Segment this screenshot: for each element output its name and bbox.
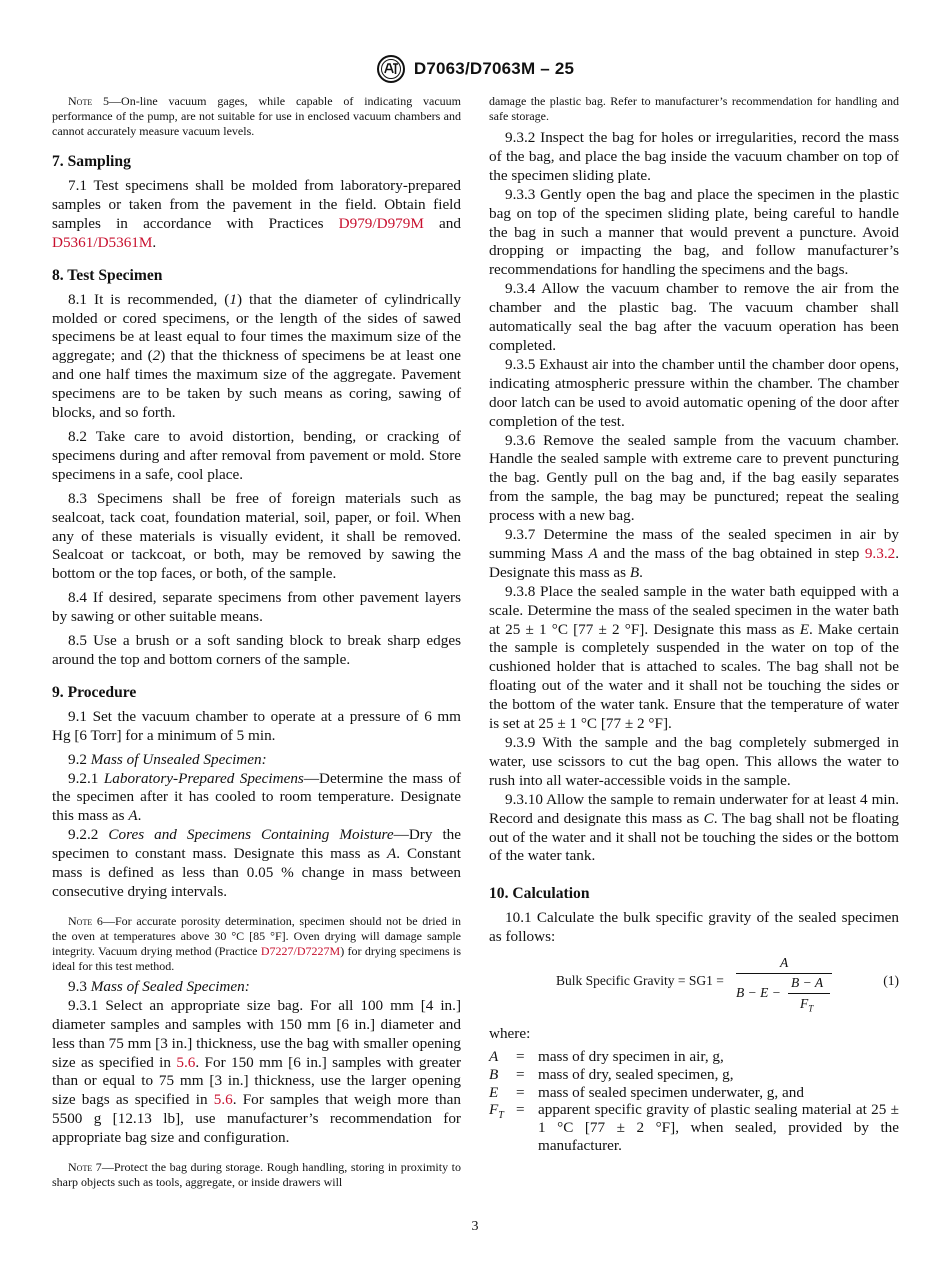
paragraph-9-1: 9.1 Set the vacuum chamber to operate at a pressure of 6 mm Hg [6 Torr] for a minimum of 5 min.: [52, 707, 461, 744]
paragraph-9-3-1: 9.3.1 Select an appropriate size bag. For all 100 mm [4 in.] diameter samples and samples with 150 mm [6 in.] diameter and less than 75 mm [3 in.] thickness, use the bag with smaller opening size as specified in 5.6. For 150 mm [6 in.] samples with greater than or equal to 75 mm [3 in.] thickness, use the larger opening size bags as specified in 5.6. For samples that weigh more than 5500 g [12.13 lb], use manufacturer’s recommendation for appropriate bag size and configuration.: [52, 996, 461, 1147]
ref-5-6-b[interactable]: 5.6: [213, 1091, 233, 1109]
paragraph-8-5: 8.5 Use a brush or a soft sanding block to break sharp edges around the top and bottom corners of the sample.: [52, 632, 461, 668]
definition-row: B = mass of dry, sealed specimen, g,: [489, 1065, 734, 1083]
paragraph-8-1: 8.1 It is recommended, (1) that the diameter of cylindrically molded or cored specimens, or the length of the sides of sawed specimens be at least equal to four times the maximum size of the aggregate; and (2) that the thickness of specimens be at least one and one half times the maximum size of the aggregate. Pavement specimens are to be taken by such means as coring, sawing of blocks, and so forth.: [52, 290, 461, 422]
inner-denominator: $F_T$: [800, 996, 814, 1014]
equation-numerator: A: [780, 955, 789, 971]
section-8-heading: 8. Test Specimen: [52, 266, 163, 284]
paragraph-9-2: 9.2 Mass of Unsealed Specimen:: [68, 750, 267, 768]
equation-denominator: B − E −: [736, 985, 781, 1001]
paragraph-10-1: 10.1 Calculate the bulk specific gravity of the sealed specimen as follows:: [489, 909, 899, 946]
ref-d5361[interactable]: D5361/D5361M: [52, 233, 153, 251]
ref-9-3-2[interactable]: 9.3.2: [864, 544, 896, 562]
equation-fraction: [736, 955, 832, 1015]
paragraph-9-3-2: 9.3.2 Inspect the bag for holes or irregularities, record the mass of the bag, and place the bag inside the vacuum chamber on top of the specimen sliding plate.: [489, 129, 899, 184]
section-9-heading: 9. Procedure: [52, 683, 137, 701]
paragraph-9-2-2: 9.2.2 Cores and Specimens Containing Moisture—Dry the specimen to constant mass. Designate this mass as A. Constant mass is defined as less than 0.05 % change in mass between consecutive drying intervals.: [52, 826, 462, 900]
fraction-bar: [736, 973, 832, 974]
note-7-continued: damage the plastic bag. Refer to manufacturer’s recommendation for handling and safe storage.: [489, 94, 899, 123]
note-7: Note 7—Protect the bag during storage. Rough handling, storing in proximity to sharp objects such as tools, aggregate, or inside drawers will: [52, 1160, 461, 1190]
page-header: [0, 52, 950, 86]
paragraph-9-2-1: 9.2.1 Laboratory-Prepared Specimens—Determine the mass of the specimen after it has cooled to room temperature. Designate this mass as A.: [52, 769, 462, 825]
definition-row: E = mass of sealed specimen underwater, g, and: [489, 1083, 804, 1101]
ref-d7227[interactable]: D7227/D7227M: [260, 943, 341, 958]
paragraph-8-2: 8.2 Take care to avoid distortion, bending, or cracking of specimens during and after removal from pavement or mold. Store specimens in a safe, cool place.: [52, 427, 461, 483]
left-column: [52, 94, 461, 1190]
inner-numerator: B − A: [791, 975, 824, 991]
equation-1: [489, 955, 899, 1015]
paragraph-9-3-4: 9.3.4 Allow the vacuum chamber to remove the air from the chamber and the plastic bag. The vacuum chamber shall automatically seal the bag after the vacuum operation has been completed.: [489, 280, 899, 354]
paragraph-9-3-5: 9.3.5 Exhaust air into the chamber until the chamber door opens, indicating atmospheric pressure within the chamber. The chamber door latch can be used to avoid automatic opening of the door after completion of the test.: [489, 355, 899, 430]
paragraph-9-3-3: 9.3.3 Gently open the bag and place the specimen in the plastic bag on top of the specimen sliding plate, being careful to handle the bag in such a manner that would prevent a puncture. Avoid dropping or impacting the bag, and follow manufacturer’s recommendations for handling the specimens and the bags.: [489, 185, 899, 279]
page-number: 3: [471, 1219, 479, 1234]
paragraph-9-3-10: 9.3.10 Allow the sample to remain underwater for at least 4 min. Record and designate this mass as C. The bag shall not be floating out of the water and it shall not be touching the sides or the bottom of the water tank.: [489, 790, 900, 865]
note-5: Note 5—On-line vacuum gages, while capable of indicating vacuum performance of the pump, are not suitable for use in enclosed vacuum chambers and cannot accurately measure vacuum levels.: [52, 94, 462, 138]
ref-5-6-a[interactable]: 5.6: [176, 1053, 196, 1071]
paragraph-8-4: 8.4 If desired, separate specimens from other pavement layers by sawing or other suitable means.: [52, 589, 461, 626]
paragraph-9-3-9: 9.3.9 With the sample and the bag completely submerged in water, use scissors to cut the bag open. This allows the water to rush into all water-accessible voids in the sample.: [489, 734, 899, 789]
document-id: D7063/D7063M – 25: [413, 59, 575, 78]
definition-row: $F_T$ = apparent specific gravity of plastic sealing material at 25 ± 1 °C [77 ± 2 °F], when sealed, provided by the manufacturer.: [489, 1101, 899, 1155]
equation-number: (1): [883, 973, 899, 989]
equation-label: Bulk Specific Gravity = SG1 =: [556, 973, 724, 989]
definition-row: A = mass of dry specimen in air, g,: [489, 1048, 724, 1066]
paragraph-9-3-8: 9.3.8 Place the sealed sample in the water bath equipped with a scale. Determine the mass of the sealed specimen in the water bath at 25 ± 1 °C [77 ± 2 °F]. Designate this mass as E. Make certain the sample is completely suspended in the water on top of the cushioned holder that is attached to scales. The bag shall not be floating out of the water and it shall not be touching the sides or the bottom of the water tank. Ensure that the temperature of water is set at 25 ± 1 °C [77 ± 2 °F].: [489, 582, 899, 733]
right-column: [489, 94, 899, 1155]
variable-definitions: [489, 1048, 899, 1155]
section-10-heading: 10. Calculation: [489, 885, 590, 903]
paragraph-9-3: 9.3 Mass of Sealed Specimen:: [68, 977, 250, 995]
section-7-heading: 7. Sampling: [52, 153, 131, 170]
ref-d979[interactable]: D979/D979M: [338, 214, 424, 232]
paragraph-9-3-6: 9.3.6 Remove the sealed sample from the vacuum chamber. Handle the sealed sample with extreme care to prevent puncturing the bag. Gently pull on the bag and, if the bag easily separates from the sample, the bag may be punctured; repeat the sealing process with a new bag.: [489, 431, 899, 525]
paragraph-7-1: 7.1 Test specimens shall be molded from laboratory-prepared samples or taken from the pavement in the field. Obtain field samples in accordance with Practices D979/D979M and D5361/D5361M.: [52, 177, 461, 251]
where-label: where:: [489, 1025, 531, 1043]
astm-logo-icon: [376, 54, 406, 84]
inner-fraction-bar: [788, 993, 830, 994]
note-6: Note 6—For accurate porosity determination, specimen should not be dried in the oven at temperatures above 30 °C [85 °F]. Oven drying will damage sample integrity. Vacuum drying method (Practice D7227/D7227M) for drying specimens is ideal for this test method.: [52, 913, 462, 973]
paragraph-8-3: 8.3 Specimens shall be free of foreign materials such as sealcoat, tack coat, foundation material, soil, paper, or foil. When any of these materials is visually evident, it shall be removed. Sealcoat or tackcoat, or both, may be removed by sawing the bottom or the top faces, or both, of the sample.: [52, 489, 461, 583]
paragraph-9-3-7: 9.3.7 Determine the mass of the sealed specimen in air by summing Mass A and the mass of the bag obtained in step 9.3.2. Designate this mass as B.: [489, 526, 899, 581]
